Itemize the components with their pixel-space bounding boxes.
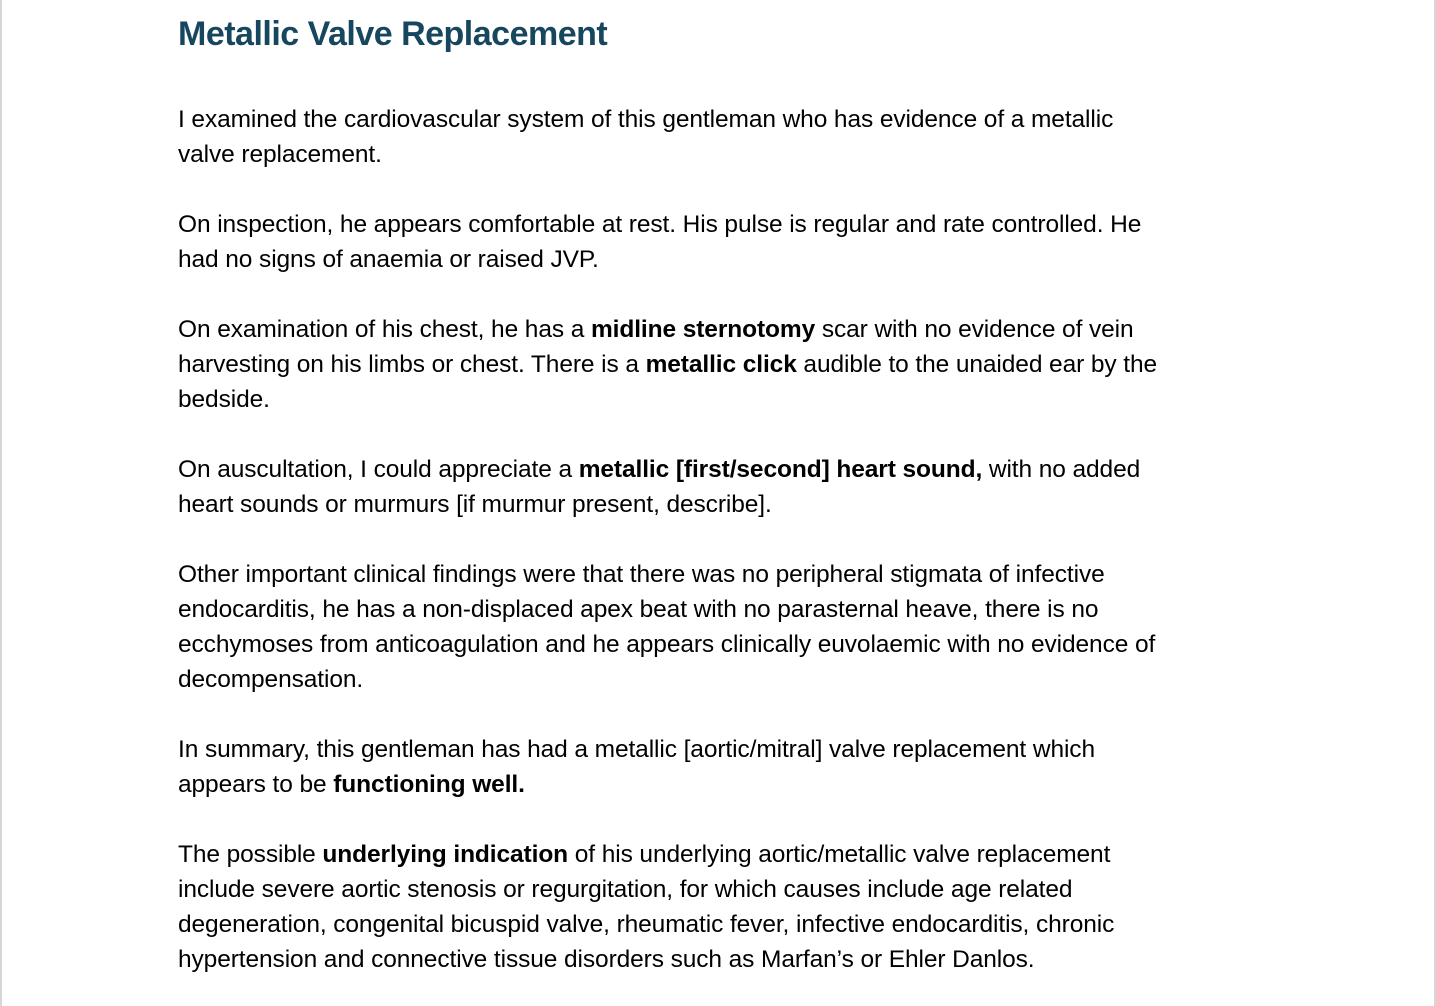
- text-run: The possible: [178, 841, 323, 868]
- bold-text-run: functioning well.: [333, 771, 525, 798]
- paragraph-chest-examination: [178, 312, 1258, 417]
- bold-text-run: metallic click: [645, 351, 797, 378]
- text-run: On auscultation, I could appreciate a: [178, 456, 579, 483]
- text-run: ecchymoses from anticoagulation and he appears clinically euvolaemic with no evidence of: [178, 631, 1156, 658]
- text-run: decompensation.: [178, 666, 364, 693]
- text-run: endocarditis, he has a non-displaced apex beat with no parasternal heave, there is no: [178, 596, 1099, 623]
- text-run: hypertension and connective tissue disorders such as Marfan’s or Ehler Danlos.: [178, 946, 1035, 973]
- paragraph-underlying-indication: [178, 837, 1258, 977]
- bold-text-run: underlying indication: [322, 841, 569, 868]
- text-run: valve replacement.: [178, 141, 382, 168]
- text-run: audible to the unaided ear by the: [796, 351, 1158, 378]
- text-run: heart sounds or murmurs [if murmur present, describe].: [178, 491, 772, 518]
- paragraph-summary: [178, 732, 1258, 802]
- bold-text-run: metallic [first/second] heart sound,: [578, 456, 983, 483]
- paragraph-auscultation: [178, 452, 1258, 522]
- paragraph-inspection: [178, 207, 1258, 277]
- text-run: appears to be: [178, 771, 334, 798]
- text-run: with no added: [982, 456, 1141, 483]
- text-run: had no signs of anaemia or raised JVP.: [178, 246, 599, 273]
- text-run: bedside.: [178, 386, 270, 413]
- text-run: Other important clinical findings were that there was no peripheral stigmata of infective: [178, 561, 1105, 588]
- text-run: In summary, this gentleman has had a metallic [aortic/mitral] valve replacement which: [178, 736, 1095, 763]
- text-run: scar with no evidence of vein: [815, 316, 1134, 343]
- text-run: On examination of his chest, he has a: [178, 316, 591, 343]
- bold-text-run: midline sternotomy: [590, 316, 816, 343]
- document-body: [178, 14, 1258, 977]
- paragraph-other-findings: [178, 557, 1258, 697]
- text-run: I examined the cardiovascular system of this gentleman who has evidence of a metallic: [178, 106, 1114, 133]
- text-run: of his underlying aortic/metallic valve replacement: [568, 841, 1111, 868]
- text-run: On inspection, he appears comfortable at rest. His pulse is regular and rate controlled. He: [178, 211, 1142, 238]
- text-run: degeneration, congenital bicuspid valve, rheumatic fever, infective endocarditis, chronic: [178, 911, 1115, 938]
- text-run: harvesting on his limbs or chest. There is a: [178, 351, 646, 378]
- document-title: Metallic Valve Replacement: [178, 15, 608, 53]
- paragraph-intro: [178, 102, 1258, 172]
- text-run: include severe aortic stenosis or regurgitation, for which causes include age related: [178, 876, 1073, 903]
